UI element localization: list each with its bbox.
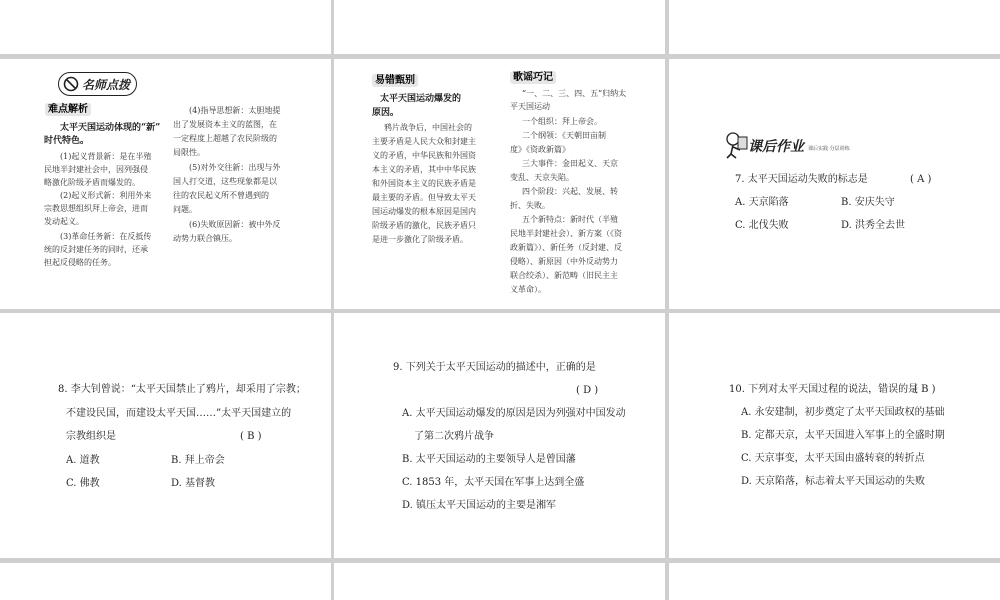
section-tag-difficulty: 难点解析 (45, 103, 91, 116)
q10-option-a: A. 永安建制，初步奠定了太平天国政权的基础 (741, 407, 945, 418)
slide-bottom-center (334, 563, 665, 600)
q9-stem: 9. 下列关于太平天国运动的描述中，正确的是 (393, 362, 596, 373)
slide-q9 (334, 313, 665, 558)
q7-option-b: B. 安庆失守 (841, 197, 895, 208)
col2-line: 往的农民起义所不曾遇到的 (173, 191, 269, 200)
col2-line: (4)指导思想新：太胆地提 (189, 106, 281, 115)
running-figure-icon (724, 131, 750, 159)
title-badge-text: 名师点拨 (82, 78, 131, 92)
q10-stem: 10. 下列对太平天国过程的说法，错误的是 (729, 384, 919, 395)
slide-q7 (669, 59, 1000, 309)
slide-top-right (669, 0, 1000, 54)
right-line: 五个新特点：新时代（半殖 (522, 215, 618, 224)
q9-option-d: D. 镇压太平天国运动的主要是湘军 (402, 500, 557, 511)
q9-answer: ( D ) (576, 385, 599, 396)
heading-line-1: 太平天国运动体现的“新” (60, 123, 161, 133)
q8-answer: ( B ) (240, 431, 262, 442)
col2-line: 出了发展资本主义的蓝图，在 (173, 120, 277, 129)
right-line: 三大事件：金田起义、天京 (522, 159, 618, 168)
left-line: 最主要的矛盾。但导致太平天 (372, 193, 476, 202)
q7-stem: 7. 太平天国运动失败的标志是 (735, 174, 868, 185)
col1-line: 担起反侵略的任务。 (44, 258, 116, 267)
section-tag-mnemonic: 歌谣巧记 (510, 71, 556, 84)
q9-option-b: B. 太平天国运动的主要领导人是曾国藩 (402, 454, 576, 465)
q8-line-3: 宗教组织是 (66, 431, 116, 442)
q9-option-a-line-2: 了第二次鸦片战争 (414, 431, 494, 442)
col1-line: 宗教思想组织拜上帝会，进而 (44, 204, 148, 213)
left-heading-1: 太平天国运动爆发的 (380, 94, 462, 104)
col1-line: 统的反封建任务的同时，还承 (44, 245, 148, 254)
q8-option-d: D. 基督教 (171, 478, 216, 489)
title-badge (58, 72, 137, 96)
right-line: 联合绞杀）、新范畴（旧民主主 (510, 271, 618, 280)
col1-line: (2)起义形式新：利用外来 (60, 191, 152, 200)
col2-line: 局限性。 (173, 148, 205, 157)
slide-bottom-right (669, 563, 1000, 600)
col1-line: 略激化阶级矛盾而爆发的。 (44, 178, 140, 187)
slide-bottom-left (0, 563, 331, 600)
slide-q8 (0, 313, 331, 558)
right-line: “一、二、三、四、五”归纳太 (522, 89, 627, 98)
q10-option-b: B. 定都天京，太平天国进入军事上的全盛时期 (741, 430, 945, 441)
q7-option-d: D. 洪秀全去世 (841, 220, 906, 231)
q10-answer: ( B ) (914, 384, 936, 395)
left-line: 国运动爆发的根本原因是国内 (372, 207, 476, 216)
q8-option-a: A. 道教 (66, 455, 100, 466)
col2-line: 动势力联合镇压。 (173, 234, 237, 243)
q7-option-c: C. 北伐失败 (735, 220, 789, 231)
left-line: 义的矛盾，中华民族和外国资 (372, 151, 476, 160)
col2-line: (5)对外交往新：出现与外 (189, 163, 281, 172)
homework-badge-subtitle: 课后实践 分层训练 (808, 146, 850, 152)
left-line: 主要矛盾是人民大众和封建主 (372, 137, 476, 146)
col1-line: (1)起义背景新：是在半殖 (60, 152, 152, 161)
heading-line-2: 时代特色。 (44, 136, 90, 146)
right-line: 民地半封建社会）、新方案（《资 (510, 229, 622, 238)
q7-answer: ( A ) (910, 174, 932, 185)
right-line: 一个组织：拜上帝会。 (522, 117, 602, 126)
left-heading-2: 原因。 (372, 108, 400, 118)
right-line: 变乱、天京失陷。 (510, 173, 574, 182)
q7-option-a: A. 天京陷落 (735, 197, 789, 208)
col2-line: (6)失败原因新：被中外反 (189, 220, 281, 229)
homework-badge-title: 课后作业 (748, 139, 804, 155)
col1-line: 民地半封建社会中，因列强侵 (44, 165, 148, 174)
section-tag-errors: 易错甄别 (372, 74, 418, 87)
q9-option-a-line-1: A. 太平天国运动爆发的原因是因为列强对中国发动 (402, 408, 626, 419)
q8-option-b: B. 拜上帝会 (171, 455, 225, 466)
left-line: 阶级矛盾的激化，民族矛盾只 (372, 221, 476, 230)
slide-tips (0, 59, 331, 309)
col2-line: 国人打交道，这些现象都是以 (173, 177, 277, 186)
col1-line: (3)革命任务新：在反抵传 (60, 232, 152, 241)
left-line: 是进一步激化了阶级矛盾。 (372, 235, 468, 244)
right-line: 义革命）。 (510, 285, 546, 294)
q8-line-1: 8. 李大钊曾说：“太平天国禁止了鸦片，却采用了宗教； (58, 384, 306, 395)
q8-line-2: 不建设民国，而建设太平天国……”太平天国建立的 (66, 408, 292, 419)
q8-option-c: C. 佛教 (66, 478, 100, 489)
col2-line: 一定程度上超越了农民阶级的 (173, 134, 277, 143)
q9-option-c: C. 1853 年，太平天国在军事上达到全盛 (402, 477, 585, 488)
slide-q10 (669, 313, 1000, 558)
no-entry-icon (63, 76, 79, 92)
col1-line: 发动起义。 (44, 217, 84, 226)
q10-option-d: D. 天京陷落，标志着太平天国运动的失败 (741, 476, 926, 487)
right-line: 折、失败。 (510, 201, 550, 210)
right-line: 政新篇》）、新任务（反封建、反 (510, 243, 622, 252)
right-line: 侵略）、新原因（中外反动势力 (510, 257, 618, 266)
right-line: 四个阶段：兴起、发展、转 (522, 187, 618, 196)
slide-errors-mnemonic (334, 59, 665, 309)
right-line: 度》《资政新篇》 (510, 145, 570, 154)
q10-option-c: C. 天京事变，太平天国由盛转衰的转折点 (741, 453, 925, 464)
homework-badge (724, 131, 850, 161)
slide-top-left (0, 0, 331, 54)
left-line: 和外国资本主义的民族矛盾是 (372, 179, 476, 188)
right-line: 二个纲领：《天朝田亩制 (522, 131, 606, 140)
left-line: 鸦片战争后，中国社会的 (384, 123, 472, 132)
left-line: 本主义的矛盾，其中中华民族 (372, 165, 476, 174)
right-line: 平天国运动 (510, 102, 550, 111)
slide-top-center (334, 0, 665, 54)
col2-line: 问题。 (173, 205, 197, 214)
